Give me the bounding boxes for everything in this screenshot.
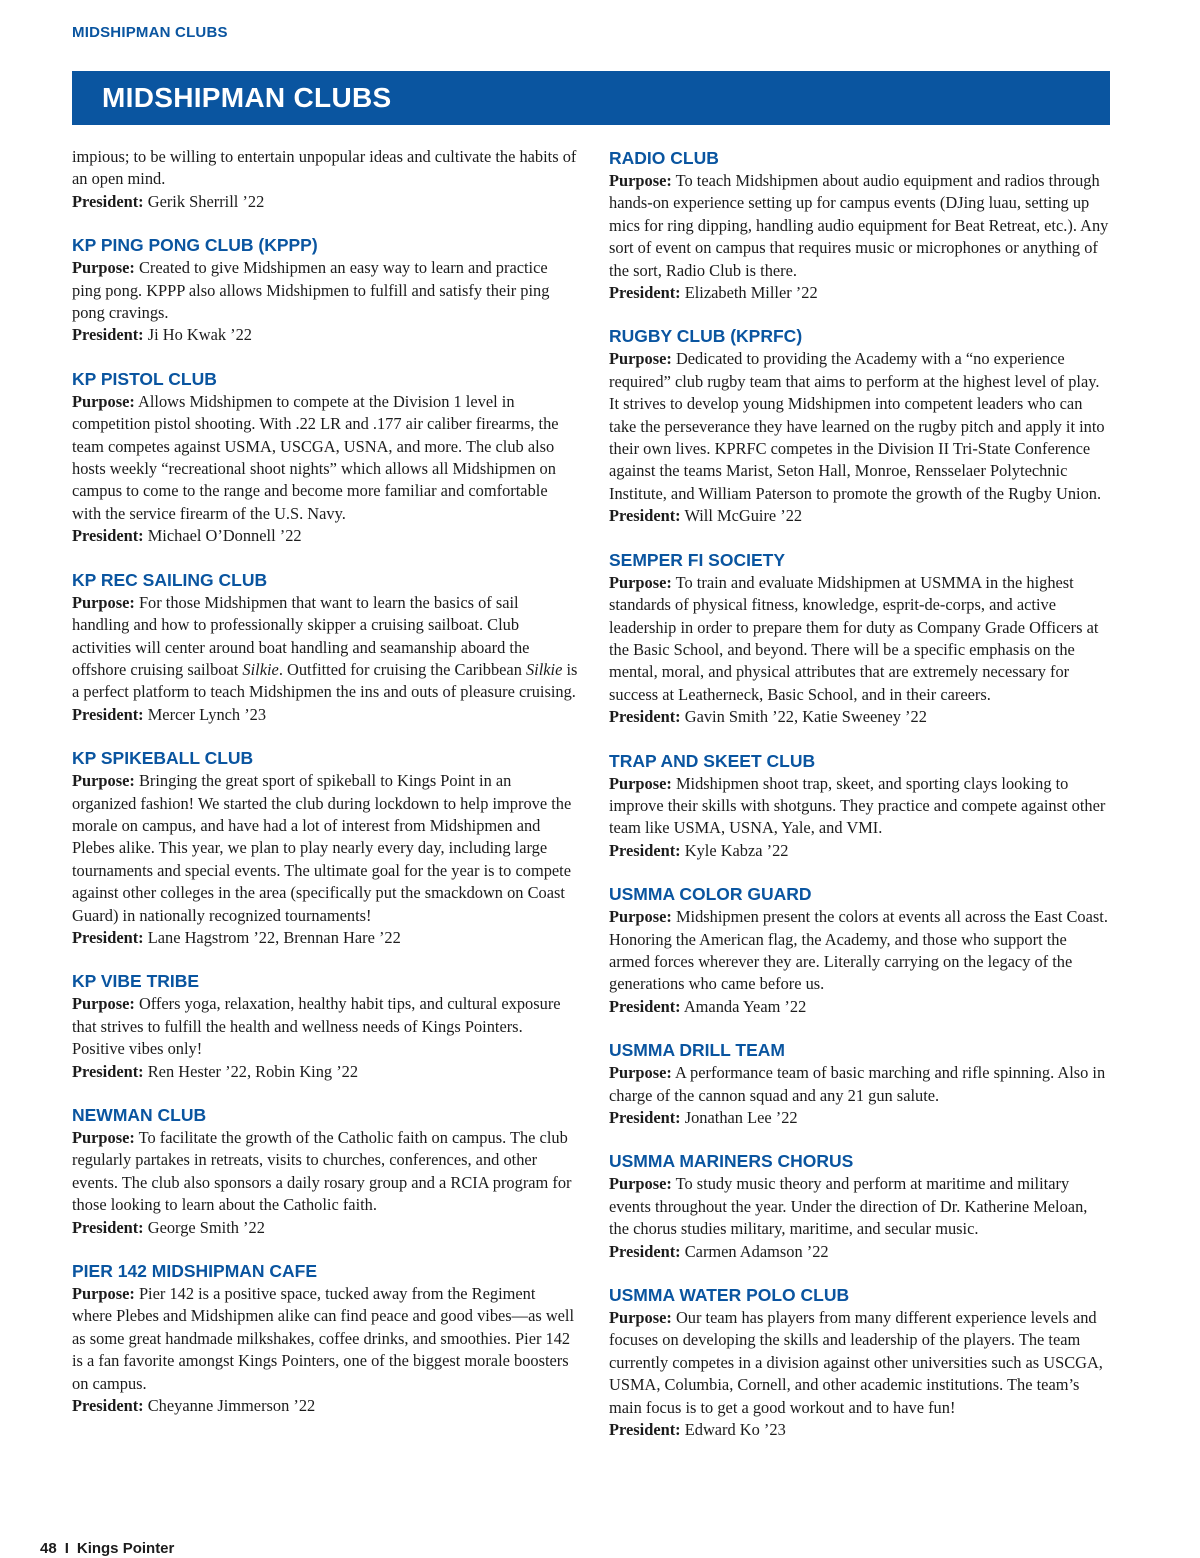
club-entry <box>72 367 578 548</box>
club-entry <box>609 1038 1111 1129</box>
president-line: President: Will McGuire ’22 <box>609 506 803 526</box>
club-entry <box>609 882 1111 1018</box>
continued-entry <box>72 146 578 213</box>
club-title: KP SPIKEBALL CLUB <box>72 748 254 769</box>
running-head: MIDSHIPMAN CLUBS <box>72 24 228 41</box>
purpose-text: Purpose: For those Midshipmen that want to learn the basics of sail handling and how to professionally skipper a cruising sailboat. Club activities will center around boat handling and seamanship aboard the offshore cruising sailboat Silkie. Outfitted for cruising the Caribbean Silkie is a perfect platform to teach Midshipmen the ins and outs of pleasure cruising. <box>72 592 578 702</box>
club-title: USMMA COLOR GUARD <box>609 884 812 905</box>
club-entry <box>609 749 1111 863</box>
club-title: KP PING PONG CLUB (KPPP) <box>72 235 318 256</box>
club-entry <box>609 324 1111 527</box>
page-footer <box>40 1540 174 1557</box>
club-entry <box>72 746 578 949</box>
purpose-text: Purpose: Pier 142 is a positive space, tucked away from the Regiment where Plebes and Midshipmen alike can find peace and good vibes—as well as some great handmade milkshakes, coffee drinks, and smoothies. Pier 142 is a fan favorite amongst Kings Pointers, one of the biggest morale boosters on campus. <box>72 1284 575 1393</box>
purpose-text: Purpose: To study music theory and perform at maritime and military events throughout the year. Under the direction of Dr. Katherine Meloan, the chorus studies military, maritime, and secular music. <box>609 1174 1088 1239</box>
club-title: KP REC SAILING CLUB <box>72 569 268 590</box>
president-line: President: Kyle Kabza ’22 <box>609 840 789 860</box>
purpose-text: Purpose: Midshipmen present the colors at events all across the East Coast. Honoring the American flag, the Academy, and those who support the armed forces wherever they are. Literally carrying on the legacy of the generations who came before us. <box>609 907 1108 994</box>
president-line: President: Mercer Lynch ’23 <box>72 704 267 724</box>
left-column <box>72 146 578 1437</box>
purpose-text: Purpose: Midshipmen shoot trap, skeet, and sporting clays looking to improve their skills with shotguns. They practice and compete against other team like USMA, USNA, Yale, and VMI. <box>609 773 1106 838</box>
president-line: President: Jonathan Lee ’22 <box>609 1108 798 1127</box>
president-line: President: Carmen Adamson ’22 <box>609 1241 829 1261</box>
president-line: President: Ren Hester ’22, Robin King ’22 <box>72 1061 359 1081</box>
purpose-text: Purpose: Created to give Midshipmen an easy way to learn and practice ping pong. KPPP also allows Midshipmen to fulfill and satisfy their ping pong cravings. <box>72 258 550 323</box>
club-title: USMMA MARINERS CHORUS <box>609 1151 854 1172</box>
president-line: President: Elizabeth Miller ’22 <box>609 283 818 303</box>
club-title: USMMA WATER POLO CLUB <box>609 1285 850 1306</box>
club-entry <box>72 1259 578 1417</box>
publication-name: Kings Pointer <box>76 1540 175 1557</box>
purpose-text: Purpose: Allows Midshipmen to compete at the Division 1 level in competition pistol shooting. With .22 LR and .177 air caliber firearms, the team competes against USMA, USCGA, USNA, and more. The club also hosts weekly “recreational shoot nights” which allows all Midshipmen on campus to come to the range and become more familiar and comfortable with the service firearm of the U.S. Navy. <box>72 391 559 523</box>
purpose-text: Purpose: Dedicated to providing the Academy with a “no experience required” club rugby team that aims to perform at the highest level of play. It strives to develop young Midshipmen into competent leaders who can take the perseverance they have learned on the rugby pitch and apply it into their own lives. KPRFC competes in the Division II Tri-State Conference against the teams Marist, Seton Hall, Monroe, Rensselaer Polytechnic Institute, and William Paterson to promote the growth of the Rugby Union. <box>609 349 1105 503</box>
purpose-text: Purpose: Offers yoga, relaxation, healthy habit tips, and cultural exposure that strives to fulfill the health and wellness needs of Kings Pointers. Positive vibes only! <box>72 994 561 1059</box>
club-entry <box>72 568 578 726</box>
club-title: USMMA DRILL TEAM <box>609 1040 785 1061</box>
president-line: President: Gerik Sherrill ’22 <box>72 191 265 211</box>
purpose-text: Purpose: To train and evaluate Midshipmen at USMMA in the highest standards of physical fitness, knowledge, esprit-de-corps, and active leadership in order to prepare them for duty as Company Grade Officers at the Basic School, and beyond. There will be a specific emphasis on the mental, moral, and physical attributes that are extremely necessary for success at Leatherneck, Basic School, and in their careers. <box>609 572 1099 704</box>
club-entry <box>72 1103 578 1239</box>
club-title: RUGBY CLUB (KPRFC) <box>609 326 803 347</box>
club-entry <box>72 233 578 347</box>
page-number: 48 <box>40 1540 57 1557</box>
purpose-text: Purpose: A performance team of basic marching and rifle spinning. Also in charge of the cannon squad and any 21 gun salute. <box>609 1063 1106 1105</box>
club-entry <box>609 146 1111 304</box>
club-entry <box>609 1283 1111 1441</box>
president-line: President: George Smith ’22 <box>72 1217 265 1237</box>
purpose-text: Purpose: Our team has players from many different experience levels and focuses on developing the skills and leadership of the players. The team currently competes in a division against other universities such as USCGA, USMA, Columbia, Cornell, and other academic institutions. The team’s main focus is to get a good workout and to have fun! <box>609 1308 1103 1417</box>
right-column <box>609 146 1111 1461</box>
purpose-text: Purpose: To teach Midshipmen about audio equipment and radios through hands-on experience setting up for campus events (DJing luau, setting up mics for ring dipping, handling audio equipment for Beat Retreat, etc.). Any sort of event on campus that requires music or microphones or anything of the sort, Radio Club is there. <box>609 171 1109 280</box>
club-title: NEWMAN CLUB <box>72 1105 207 1125</box>
club-entry <box>72 969 578 1083</box>
president-line: President: Amanda Yeam ’22 <box>609 996 807 1016</box>
president-line: President: Michael O’Donnell ’22 <box>72 526 302 546</box>
club-title: TRAP AND SKEET CLUB <box>609 750 816 771</box>
club-title: RADIO CLUB <box>609 148 719 168</box>
president-line: President: Cheyanne Jimmerson ’22 <box>72 1396 316 1416</box>
president-line: President: Lane Hagstrom ’22, Brennan Hare ’22 <box>72 927 401 947</box>
purpose-text: Purpose: To facilitate the growth of the Catholic faith on campus. The club regularly partakes in retreats, visits to churches, conferences, and other events. The club also sponsors a daily rosary group and a RCIA program for those looking to learn about the Catholic faith. <box>72 1128 572 1215</box>
banner-title: MIDSHIPMAN CLUBS <box>102 82 392 113</box>
footer-separator: I <box>64 1540 69 1557</box>
club-entry <box>609 1149 1111 1263</box>
club-title: KP VIBE TRIBE <box>72 971 200 992</box>
president-line: President: Ji Ho Kwak ’22 <box>72 325 252 345</box>
section-banner <box>72 71 1110 125</box>
club-entry <box>609 548 1111 729</box>
president-line: President: Edward Ko ’23 <box>609 1420 786 1440</box>
purpose-text: Purpose: Bringing the great sport of spikeball to Kings Point in an organized fashion! We started the club during lockdown to help improve the morale on campus, and have had a lot of interest from Midshipmen and Plebes alike. This year, we plan to play nearly every day, including large tournaments and special events. The ultimate goal for the year is to compete against other colleges in the area (specifically put the smackdown on Coast Guard) in nationally recognized tournaments! <box>72 771 572 925</box>
continued-text: impious; to be willing to entertain unpopular ideas and cultivate the habits of an open mind. <box>72 147 577 189</box>
club-title: PIER 142 MIDSHIPMAN CAFE <box>72 1261 318 1282</box>
club-title: KP PISTOL CLUB <box>72 368 217 389</box>
president-line: President: Gavin Smith ’22, Katie Sweeney ’22 <box>609 707 927 727</box>
club-title: SEMPER FI SOCIETY <box>609 549 785 570</box>
